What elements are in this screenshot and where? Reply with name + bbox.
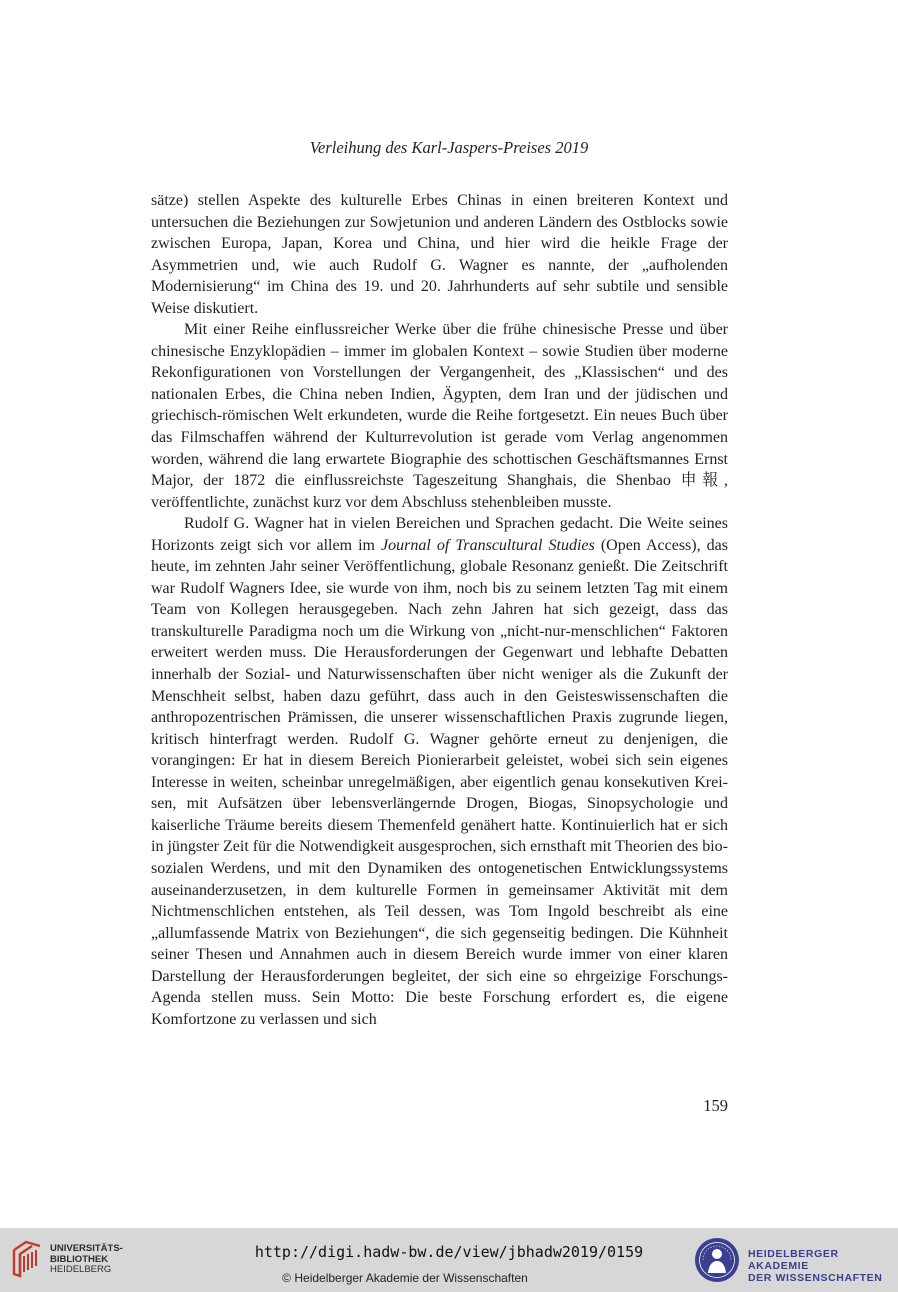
paragraph [151, 513, 728, 1030]
page-number: 159 [703, 1096, 728, 1115]
running-head: Verleihung des Karl-Jaspers-Preises 2019 [309, 138, 589, 157]
paragraph-text: Rudolf G. Wagner hat in vielen Bereichen und Sprachen gedacht. Die Weite seines Horizonts zeigt sich vor allem im [151, 515, 728, 554]
journal-title: Journal of Transcultural Studies [381, 536, 595, 554]
hadw-seal-icon[interactable] [694, 1237, 740, 1283]
library-name-line: HEIDELBERG [50, 1264, 112, 1275]
academy-name-line: DER WISSENSCHAFTEN [748, 1272, 883, 1284]
library-name-line: UNIVERSITÄTS- [50, 1243, 123, 1254]
library-name-line: BIBLIOTHEK [50, 1253, 109, 1265]
permalink-url[interactable]: http://digi.hadw-bw.de/view/jbhadw2019/0159 [254, 1243, 644, 1261]
paragraph-text: (Open Access), das heute, im zehnten Jahr seiner Veröffentlichung, globale Resonanz genießt. Die Zeitschrift war Rudolf Wagners Idee, sie wurde von ihm, noch bis zu seinem letzten Tag mit einem Team von Kollegen herausgegeben. Nach zehn Jahren hat sich gezeigt, dass das transkulturelle Paradigma noch um die Wirkung von „nicht-nur-menschlichen“ Faktoren erweitert werden muss. Die Herausforderungen der Gegenwart und lebhafte Debatten innerhalb der Sozial- und Naturwissenschaften über nicht weniger als die Zukunft der Menschheit selbst, haben dazu geführt, dass auch in den Geisteswissenschaften die anthropozentrischen Prämissen, die unserer wissenschaftlichen Praxis zugrunde liegen, kritisch hinterfragt werden. Rudolf G. Wagner gehörte erneut zu denjenigen, die vorangingen: Er hat in diesem Bereich Pionierarbeit geleistet, wobei sich sein eigenes Interesse in weiten, scheinbar unregelmäßigen, aber eigentlich genau konsekutiven Kreisen, mit Aufsätzen über lebensverlängernde Drogen, Biogas, Sinopsychologie und kaiserliche Träume bereits diesem Themenfeld genähert hatte. Kontinuierlich hat er sich in jüngster Zeit für die Notwendigkeit ausgesprochen, sich ernsthaft mit Theorien des bio-sozialen Werdens, und mit den Dynamiken des ontogenetischen Entwicklungssystems auseinanderzusetzen, in dem kulturelle Formen in gemeinsamer Aktivität mit dem Nichtmenschlichen entstehen, als Teil dessen, was Tom Ingold beschreibt als eine „allumfassende Matrix von Beziehungen“, die sich gegenseitig bedingen. Die Kühnheit seiner Thesen und Annahmen auch in diesem Bereich wurde immer von einer klaren Darstellung der Herausforderungen begleitet, der sich eine so ehrgeizige Forschungs-Agenda stellen muss. Sein Motto: Die beste Forschung erfordert es, die eigene Komfortzone zu verlassen und sich [151, 536, 728, 1028]
paragraph: sätze) stellen Aspekte des kulturelle Erbes Chinas in einen breiteren Kontext und untersuchen die Beziehungen zur Sowjetunion und anderen Ländern des Ostblocks sowie zwischen Europa, Japan, Korea und China, und hier wird die heikle Frage der Asymmetrien und, wie auch Rudolf G. Wagner es nannte, der „aufholenden Modernisierung“ im China des 19. und 20. Jahrhunderts auf sehr subtile und sensible Weise diskutiert. [151, 192, 728, 317]
body-text [151, 190, 728, 1030]
academy-name-line: HEIDELBERGER AKADEMIE [748, 1248, 839, 1272]
academy-name [748, 1248, 898, 1284]
copyright-notice: © Heidelberger Akademie der Wissenschaften [282, 1271, 528, 1285]
footer-bar [0, 1228, 898, 1292]
paragraph: Mit einer Reihe einflussreicher Werke über die frühe chinesische Presse und über chinesische Enzyklopädien – immer im globalen Kontext – sowie Studien über moderne Rekonfigurationen von Vorstellungen der Vergangenheit, des „Klassischen“ und des nationalen Erbes, die China neben Indien, Ägypten, dem Iran und der jüdischen und griechisch-römischen Welt erkundeten, wurde die Reihe fortgesetzt. Ein neues Buch über das Filmschaffen während der Kulturrevolution ist gerade vom Verlag angenommen worden, während die lang erwartete Biographie des schottischen Geschäftsmannes Ernst Major, der 1872 die einflussreichste Tageszeitung Shanghais, die Shenbao 申報, veröffentlichte, zunächst kurz vor dem Abschluss stehenbleiben musste. [151, 321, 728, 511]
